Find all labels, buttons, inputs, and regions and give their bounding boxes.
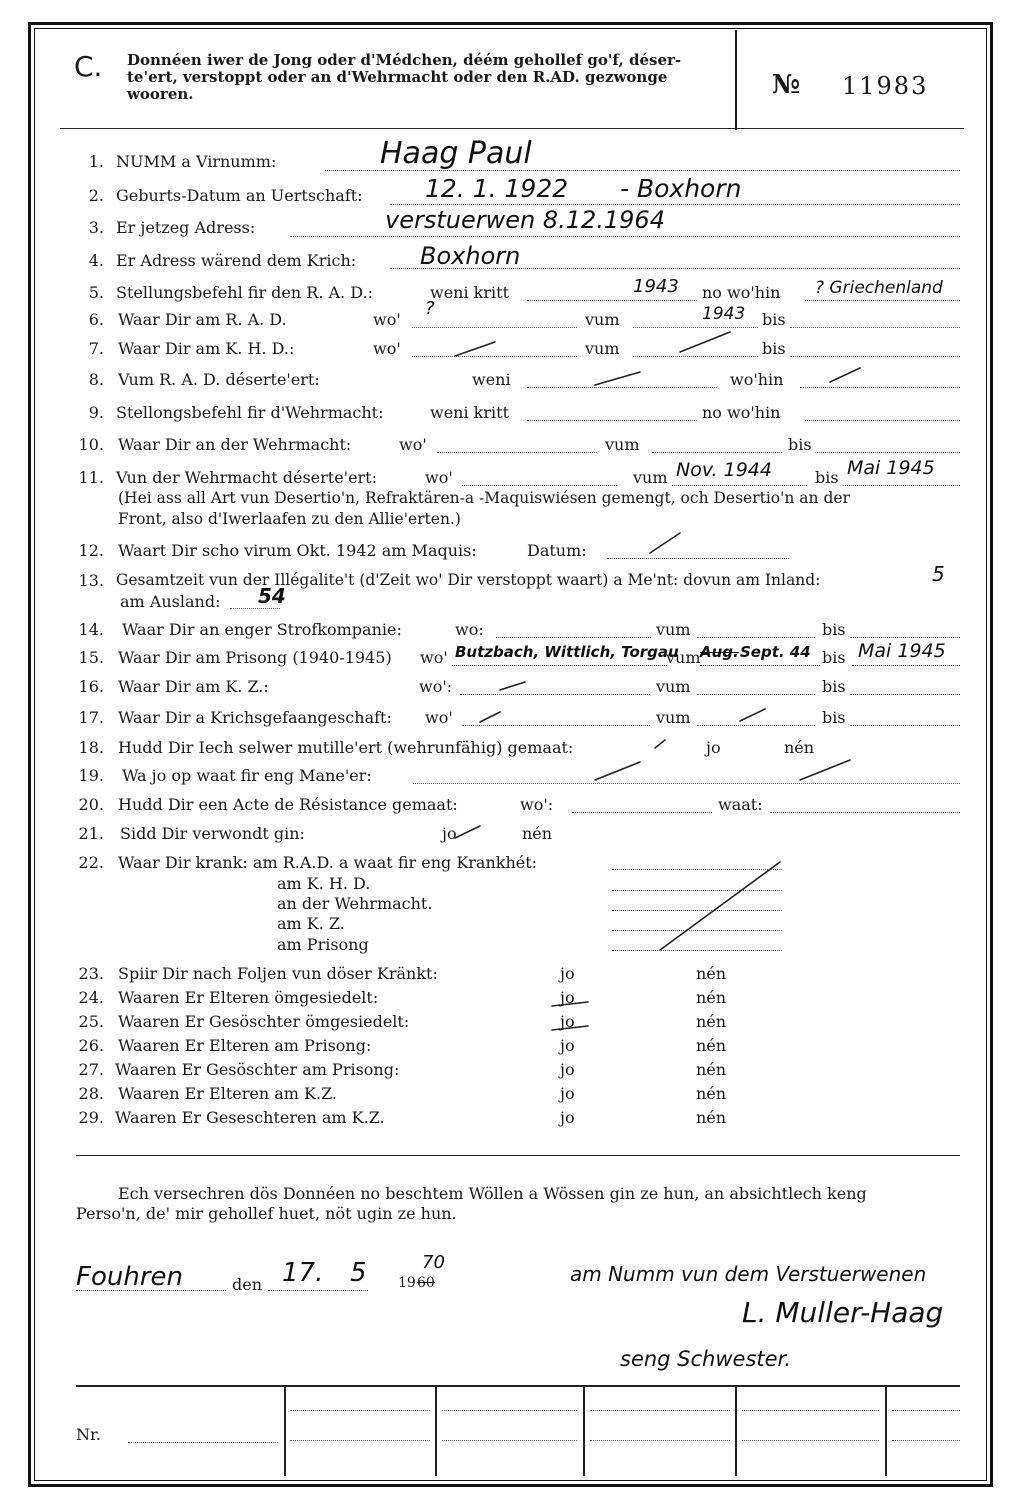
q18-yes[interactable]: jo	[706, 738, 721, 757]
q16-from-label: vum	[656, 677, 691, 696]
q11-where-line	[462, 485, 617, 486]
q8-label: Vum R. A. D. déserte'ert:	[118, 370, 320, 389]
q10-where-label: wo'	[399, 435, 427, 454]
q29-label: Waaren Er Geseschteren am K.Z.	[115, 1108, 385, 1127]
signature-name: L. Muller-Haag	[742, 1296, 944, 1329]
q9-when-line	[527, 420, 697, 421]
q20-label: Hudd Dir een Acte de Résistance gemaat:	[118, 795, 458, 814]
q15-where-answer[interactable]: Butzbach, Wittlich, Torgau	[455, 643, 679, 661]
q20-what-line	[770, 812, 960, 813]
q25-label: Waaren Er Gesöschter ömgesiedelt:	[118, 1012, 410, 1031]
q15-from-struck: Aug.	[700, 643, 739, 661]
q20-what-label: waat:	[718, 795, 763, 814]
q22-line-0	[612, 869, 782, 870]
q21-no[interactable]: nén	[522, 824, 553, 843]
q26-yes[interactable]: jo	[560, 1036, 575, 1055]
q21-label: Sidd Dir verwondt gin:	[120, 824, 305, 843]
q16-to-label: bis	[822, 677, 846, 696]
q4-number: 4.	[88, 251, 104, 270]
q11-to-label: bis	[815, 468, 839, 487]
q8-number: 8.	[88, 370, 104, 389]
q27-number: 27.	[78, 1060, 104, 1079]
q22-sub-label: am Prisong	[277, 935, 369, 954]
footer-col-1	[284, 1386, 286, 1476]
q12-label: Waart Dir scho virum Okt. 1942 am Maquis:	[118, 541, 477, 560]
q16-to-line	[850, 694, 960, 695]
footer-cell-line	[442, 1440, 577, 1441]
q5-number: 5.	[88, 283, 104, 302]
q21-yes[interactable]: jo	[442, 824, 457, 843]
q27-no[interactable]: nén	[696, 1060, 727, 1079]
q28-label: Waaren Er Elteren am K.Z.	[118, 1084, 338, 1103]
q13-label: Gesamtzeit vun der Illégalite't (d'Zeit wo' Dir verstoppt waart) a Me'nt: dovun am Inland:	[116, 571, 821, 589]
footer-nr-label: Nr.	[76, 1425, 101, 1444]
header-rule	[60, 128, 964, 129]
q29-yes[interactable]: jo	[560, 1108, 575, 1127]
q9-label: Stellongsbefehl fir d'Wehrmacht:	[116, 403, 384, 422]
q22-sub-label: an der Wehrmacht.	[277, 894, 433, 913]
q7-where-label: wo'	[373, 339, 401, 358]
q20-where-line	[572, 812, 712, 813]
q15-label: Waar Dir am Prisong (1940-1945)	[118, 648, 392, 667]
q11-to-answer[interactable]: Mai 1945	[847, 457, 935, 479]
q11-number: 11.	[78, 468, 104, 487]
signature-on-behalf: am Numm vun dem Verstuerwenen	[570, 1262, 927, 1286]
footer-rule	[76, 1385, 960, 1387]
q28-number: 28.	[78, 1084, 104, 1103]
q18-number: 18.	[78, 738, 104, 757]
q13-abroad-line	[230, 608, 280, 609]
footer-cell-line	[590, 1410, 730, 1411]
q17-to-label: bis	[822, 708, 846, 727]
q27-label: Waaren Er Gesöschter am Prisong:	[115, 1060, 400, 1079]
signature-place-line	[76, 1290, 226, 1291]
q3-label: Er jetzeg Adress:	[116, 218, 256, 237]
q29-no[interactable]: nén	[696, 1108, 727, 1127]
q7-from-label: vum	[585, 339, 620, 358]
signature-den-label: den	[232, 1275, 263, 1294]
q7-number: 7.	[88, 339, 104, 358]
section-letter: C.	[74, 50, 103, 83]
footer-cell-line	[290, 1410, 430, 1411]
q16-from-line	[697, 694, 815, 695]
header-divider	[735, 30, 737, 130]
q16-number: 16.	[78, 677, 104, 696]
q1-label: NUMM a Virnumm:	[116, 152, 277, 171]
q21-number: 21.	[78, 824, 104, 843]
q13-abroad-answer[interactable]: 54	[258, 584, 286, 608]
q19-line	[413, 783, 960, 784]
q19-label: Wa jo op waat fir eng Mane'er:	[122, 766, 372, 785]
q8-when-label: weni	[472, 370, 511, 389]
q4-label: Er Adress wärend dem Krich:	[116, 251, 357, 270]
q5-where-label: no wo'hin	[702, 283, 781, 302]
signature-relation: seng Schwester.	[620, 1347, 791, 1371]
q5-when-answer[interactable]: 1943	[633, 276, 679, 297]
q14-where-label: wo:	[455, 620, 484, 639]
q25-number: 25.	[78, 1012, 104, 1031]
q17-from-line	[697, 725, 815, 726]
q14-where-line	[496, 637, 651, 638]
q12-number: 12.	[78, 541, 104, 560]
signature-year-corrected[interactable]: 70	[422, 1252, 445, 1273]
q15-to-answer[interactable]: Mai 1945	[858, 640, 946, 662]
q11-from-label: vum	[633, 468, 668, 487]
q24-label: Waaren Er Elteren ömgesiedelt:	[118, 988, 379, 1007]
footer-cell-line	[742, 1410, 879, 1411]
signature-year-struck: 60	[417, 1275, 435, 1291]
q15-number: 15.	[78, 648, 104, 667]
q25-yes[interactable]: jo	[560, 1012, 575, 1031]
q20-where-label: wo':	[520, 795, 554, 814]
q10-from-line	[652, 452, 782, 453]
q14-label: Waar Dir an enger Strofkompanie:	[122, 620, 402, 639]
q24-number: 24.	[78, 988, 104, 1007]
q26-number: 26.	[78, 1036, 104, 1055]
q15-from-answer[interactable]: Sept. 44	[740, 643, 811, 661]
q10-to-label: bis	[788, 435, 812, 454]
signature-date-line	[268, 1290, 368, 1291]
q14-from-label: vum	[656, 620, 691, 639]
footer-col-5	[885, 1386, 887, 1476]
signature-date-day[interactable]: 17.	[282, 1258, 324, 1288]
q2-answer-date[interactable]: 12. 1. 1922	[425, 174, 569, 203]
q12-date-label: Datum:	[527, 541, 587, 560]
q3-number: 3.	[88, 218, 104, 237]
footer-cell-line	[892, 1410, 960, 1411]
q6-number: 6.	[88, 310, 104, 329]
footer-col-3	[583, 1386, 585, 1476]
q10-number: 10.	[78, 435, 104, 454]
q5-label: Stellungsbefehl fir den R. A. D.:	[116, 283, 373, 302]
q3-line	[290, 236, 960, 237]
q13-number: 13.	[78, 571, 104, 590]
q7-where-line	[412, 356, 577, 357]
q13-abroad-label: am Ausland:	[120, 592, 221, 611]
q14-to-label: bis	[822, 620, 846, 639]
q4-answer[interactable]: Boxhorn	[420, 242, 521, 270]
q5-when-line	[527, 300, 697, 301]
footer-col-2	[435, 1386, 437, 1476]
q6-where-line	[412, 327, 577, 328]
q12-date-line	[607, 558, 789, 559]
q6-from-answer[interactable]: 1943	[702, 304, 746, 324]
q11-to-line	[843, 485, 960, 486]
q22-number: 22.	[78, 853, 104, 872]
q17-to-line	[850, 725, 960, 726]
q10-where-line	[437, 452, 597, 453]
q9-where-line	[805, 420, 960, 421]
q22-sub-label: am K. H. D.	[277, 874, 371, 893]
q18-no[interactable]: nén	[784, 738, 815, 757]
number-sign: №	[772, 70, 801, 100]
q10-to-line	[815, 452, 960, 453]
q17-number: 17.	[78, 708, 104, 727]
q6-label: Waar Dir am R. A. D.	[118, 310, 287, 329]
footer-col-4	[735, 1386, 737, 1476]
q6-to-label: bis	[762, 310, 786, 329]
q11-from-line	[672, 485, 807, 486]
q8-when-line	[527, 387, 717, 388]
q11-label: Vun der Wehrmacht déserte'ert:	[116, 468, 377, 487]
q15-to-line	[852, 665, 960, 666]
declaration-line1: Ech versechren dös Donnéen no beschtem Wöllen a Wössen gin ze hun, an absichtlech keng	[118, 1184, 867, 1203]
q23-yes[interactable]: jo	[560, 964, 575, 983]
q2-answer-place[interactable]: - Boxhorn	[620, 174, 742, 203]
q11-where-label: wo'	[425, 468, 453, 487]
q28-yes[interactable]: jo	[560, 1084, 575, 1103]
declaration-line2: Perso'n, de' mir gehollef huet, nöt ugin ze hun.	[76, 1204, 457, 1223]
section-title: Donnéen iwer de Jong oder d'Médchen, déém gehollef go'f, déser-te'ert, verstoppt oder an d'Wehrmacht oder den R.AD. gezwonge wooren.	[127, 51, 682, 103]
q24-yes[interactable]: jo	[560, 988, 575, 1007]
q1-answer[interactable]: Haag Paul	[380, 136, 532, 171]
q15-from-label: vum	[666, 648, 701, 667]
q26-no[interactable]: nén	[696, 1036, 727, 1055]
footer-cell-line	[892, 1440, 960, 1441]
q22-line-4	[612, 950, 782, 951]
q14-to-line	[850, 637, 960, 638]
q19-number: 19.	[78, 766, 104, 785]
q24-no[interactable]: nén	[696, 988, 727, 1007]
q3-answer[interactable]: verstuerwen 8.12.1964	[385, 206, 665, 234]
q6-from-label: vum	[585, 310, 620, 329]
footer-cell-line	[742, 1440, 879, 1441]
q22-label: Waar Dir krank: am R.A.D. a waat fir eng Krankhét:	[118, 853, 538, 872]
q10-label: Waar Dir an der Wehrmacht:	[118, 435, 352, 454]
footer-cell-line	[442, 1410, 577, 1411]
q15-where-label: wo'	[420, 648, 448, 667]
footer-cell-line	[590, 1440, 730, 1441]
q15-where-line	[452, 665, 667, 666]
footer-cell-line	[290, 1440, 430, 1441]
q23-no[interactable]: nén	[696, 964, 727, 983]
q22-sub-label: am K. Z.	[277, 914, 345, 933]
q11-note-line2: Front, also d'Iwerlaafen zu den Allie'erten.)	[118, 510, 461, 528]
q9-number: 9.	[88, 403, 104, 422]
q16-where-label: wo':	[419, 677, 453, 696]
q27-yes[interactable]: jo	[560, 1060, 575, 1079]
q26-label: Waaren Er Elteren am Prisong:	[118, 1036, 372, 1055]
q23-label: Spiir Dir nach Foljen vun döser Kränkt:	[118, 964, 438, 983]
q7-to-line	[790, 356, 960, 357]
q8-where-label: wo'hin	[730, 370, 784, 389]
q14-number: 14.	[78, 620, 104, 639]
q17-where-label: wo'	[425, 708, 453, 727]
q5-where-answer[interactable]: ? Griechenland	[815, 278, 943, 298]
declaration-rule	[76, 1155, 960, 1156]
q11-note-line1: (Hei ass all Art vun Desertio'n, Refraktären-a -Maquiswiésen gemengt, och Desertio'n an der	[118, 489, 850, 507]
q25-no[interactable]: nén	[696, 1012, 727, 1031]
q29-number: 29.	[78, 1108, 104, 1127]
q5-where-line	[805, 300, 960, 301]
q16-where-line	[460, 694, 650, 695]
q6-where-answer[interactable]: ?	[425, 298, 435, 319]
q2-line	[390, 204, 960, 205]
q17-from-label: vum	[656, 708, 691, 727]
q10-from-label: vum	[605, 435, 640, 454]
q22-line-2	[612, 910, 782, 911]
q22-line-1	[612, 890, 782, 891]
q17-where-line	[462, 725, 650, 726]
q11-from-answer[interactable]: Nov. 1944	[676, 459, 772, 481]
q28-no[interactable]: nén	[696, 1084, 727, 1103]
q1-number: 1.	[88, 152, 104, 171]
q7-from-line	[633, 356, 758, 357]
q16-label: Waar Dir am K. Z.:	[118, 677, 269, 696]
q2-label: Geburts-Datum an Uertschaft:	[116, 186, 363, 205]
signature-date-month[interactable]: 5	[350, 1258, 367, 1288]
q15-to-label: bis	[822, 648, 846, 667]
q20-number: 20.	[78, 795, 104, 814]
q6-to-line	[790, 327, 960, 328]
q7-to-label: bis	[762, 339, 786, 358]
footer-nr-line	[128, 1442, 278, 1443]
q6-where-label: wo'	[373, 310, 401, 329]
signature-year-prefix: 19	[398, 1275, 416, 1291]
form-number: 11983	[842, 72, 929, 100]
q2-number: 2.	[88, 186, 104, 205]
q6-from-line	[633, 327, 758, 328]
q5-when-label: weni kritt	[430, 283, 509, 302]
q23-number: 23.	[78, 964, 104, 983]
signature-place[interactable]: Fouhren	[76, 1262, 183, 1292]
q9-when-label: weni kritt	[430, 403, 509, 422]
q14-from-line	[697, 637, 815, 638]
q15-from-line	[700, 665, 820, 666]
q17-label: Waar Dir a Krichsgefaangeschaft:	[118, 708, 392, 727]
q8-where-line	[800, 387, 960, 388]
q18-label: Hudd Dir Iech selwer mutille'ert (wehrunfähig) gemaat:	[118, 738, 574, 757]
q22-line-3	[612, 930, 782, 931]
q13-inland-answer[interactable]: 5	[932, 562, 945, 586]
q7-label: Waar Dir am K. H. D.:	[118, 339, 295, 358]
q9-where-label: no wo'hin	[702, 403, 781, 422]
